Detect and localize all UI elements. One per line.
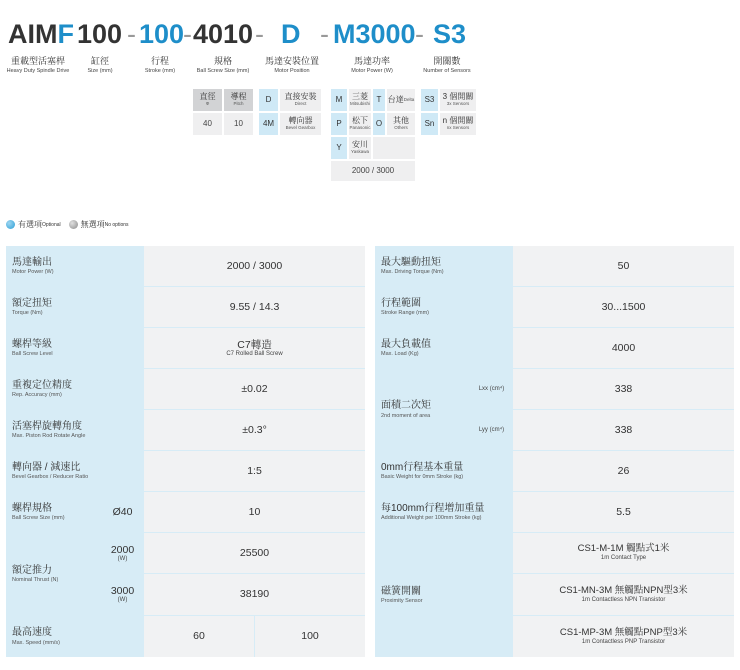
spec-label-rotate-angle: 活塞桿旋轉角度 Max. Piston Rod Rotate Angle [6,410,143,450]
model-size: 100 [77,19,123,49]
thrust-power-3000: 3000 (W) [102,574,143,615]
sensor-code-3: S3 [421,89,438,111]
model-dash-2: - [183,19,192,49]
screw-header-diameter: 直徑 Φ [193,89,222,111]
no-options-label-en: No options [104,221,129,228]
spec-value-motor-power: 2000 / 3000 [144,246,365,286]
moment-lxx-label: Lxx (cm⁴) [471,369,512,409]
spec-value-screw-size: 10 [144,492,365,532]
model-code [8,18,74,50]
power-brand-delta: 台達 Delta [387,89,415,111]
moment-lxx-value: 338 [513,369,734,409]
no-options-swatch [69,220,78,229]
power-brand-panasonic: 松下 Panasonic [349,113,371,135]
model-screw: 4010 [193,19,254,49]
options-legend [6,219,137,230]
sensor-desc-3: 3 個開關 3x Sensors [440,89,476,111]
proximity-option-npn: CS1-MN-3M 無觸點NPN型3米 1m Contactless NPN Transistor [513,574,734,615]
screw-value-pitch: 10 [224,113,253,135]
optional-label: 有選項 [18,220,42,229]
model-dash-4: - [320,19,329,49]
model-prefix: AIM [8,19,58,49]
spec-value-speed-2: 100 [255,616,365,657]
model-position: D [281,19,301,49]
power-code-others: O [373,113,385,135]
segment-label-size: 缸徑 Size (mm) [87,56,113,75]
position-desc-direct: 直接安裝 Direct [280,89,321,111]
spec-value-max-load: 4000 [513,328,734,368]
spec-value-screw-level: C7轉造 C7 Rolled Ball Screw [144,328,365,368]
proximity-option-pnp: CS1-MP-3M 無觸點PNP型3米 1m Contactless PNP Transistor [513,616,734,657]
spec-value-gearbox-ratio: 1:5 [144,451,365,491]
segment-label-type: 重載型活塞桿 Heavy Duty Spindle Drive [6,56,70,75]
power-brand-mitsubishi: 三菱 Mitsubishi [349,89,371,111]
spec-label-max-load: 最大負載值 Max. Load (Kg) [375,328,512,368]
screw-value-diameter: 40 [193,113,222,135]
power-empty-cell [373,137,415,159]
spec-label-basic-weight: 0mm行程基本重量 Basic Weight for 0mm Stroke (kg) [375,451,512,491]
sensor-desc-n: n 個開關 nx Sensors [440,113,476,135]
spec-value-basic-weight: 26 [513,451,734,491]
power-code-yaskawa: Y [331,137,347,159]
power-code-panasonic: P [331,113,347,135]
optional-label-en: Optional [42,221,61,228]
segment-label-position: 馬達安裝位置 Motor Position [264,56,319,75]
right-spec-table [375,246,734,657]
spec-label-additional-weight: 每100mm行程增加重量 Additional Weight per 100mm Stroke (kg) [375,492,512,532]
spec-label-gearbox-ratio: 轉向器 / 減速比 Bevel Gearbox / Reducer Ratio [6,451,143,491]
model-sensors: S3 [433,19,467,49]
sensor-code-n: Sn [421,113,438,135]
power-code-delta: T [373,89,385,111]
spec-value-screw-diameter: Ø40 [102,492,143,532]
model-dash-5: - [415,19,424,49]
moment-lyy-label: Lyy (cm⁴) [471,410,512,450]
screw-header-pitch: 導程 Pitch [224,89,253,111]
segment-label-screw: 規格 Ball Screw Size (mm) [196,56,250,75]
no-options-label: 無選項 [80,220,105,229]
spec-label-screw-level: 螺桿等級 Ball Screw Level [6,328,143,368]
model-type: F [57,19,74,49]
thrust-value-3000: 38190 [144,574,365,615]
spec-label-rep-accuracy: 重複定位精度 Rep. Accuracy (mm) [6,369,143,409]
spec-label-moment-of-area: 面積二次矩 2nd moment of area [375,369,470,450]
thrust-power-2000: 2000 (W) [102,533,143,573]
position-code-direct: D [259,89,278,111]
spec-value-stroke-range: 30...1500 [513,287,734,327]
position-code-gearbox: 4M [259,113,278,135]
spec-label-max-speed: 最高速度 Max. Speed (mm/s) [6,616,143,657]
optional-swatch [6,220,15,229]
power-code-mitsubishi: M [331,89,347,111]
thrust-value-2000: 25500 [144,533,365,573]
left-spec-table [6,246,365,657]
moment-lyy-value: 338 [513,410,734,450]
spec-label-torque: 額定扭矩 Torque (Nm) [6,287,143,327]
spec-value-torque: 9.55 / 14.3 [144,287,365,327]
spec-label-thrust: 額定推力 Nominal Thrust (N) [6,533,101,615]
power-brand-others: 其他 Others [387,113,415,135]
spec-value-additional-weight: 5.5 [513,492,734,532]
spec-label-screw-size: 螺桿規格 Ball Screw Size (mm) [6,492,101,532]
model-stroke: 100 [139,19,185,49]
spec-value-rotate-angle: ±0.3° [144,410,365,450]
segment-label-stroke: 行程 Stroke (mm) [144,56,176,75]
segment-label-sensors: 開關數 Number of Sensors [423,56,471,75]
spec-label-stroke-range: 行程範圍 Stroke Range (mm) [375,287,512,327]
spec-value-rep-accuracy: ±0.02 [144,369,365,409]
spec-label-motor-power: 馬達輸出 Motor Power (W) [6,246,143,286]
segment-label-power: 馬達功率 Motor Power (W) [351,56,393,75]
model-dash-3: - [255,19,264,49]
spec-label-max-driving-torque: 最大驅動扭矩 Max. Driving Torque (Nm) [375,246,512,286]
spec-label-proximity-sensor: 磁簧開關 Proximity Sensor [375,533,512,657]
model-power: M3000 [333,19,416,49]
proximity-option-contact: CS1-M-1M 觸點式1米 1m Contact Type [513,533,734,573]
position-desc-gearbox: 轉向器 Bevel Gearbox [280,113,321,135]
power-values: 2000 / 3000 [331,161,415,181]
power-brand-yaskawa: 安川 Yaskawa [349,137,371,159]
model-dash-1: - [127,19,136,49]
spec-value-speed-1: 60 [144,616,254,657]
spec-value-max-driving-torque: 50 [513,246,734,286]
